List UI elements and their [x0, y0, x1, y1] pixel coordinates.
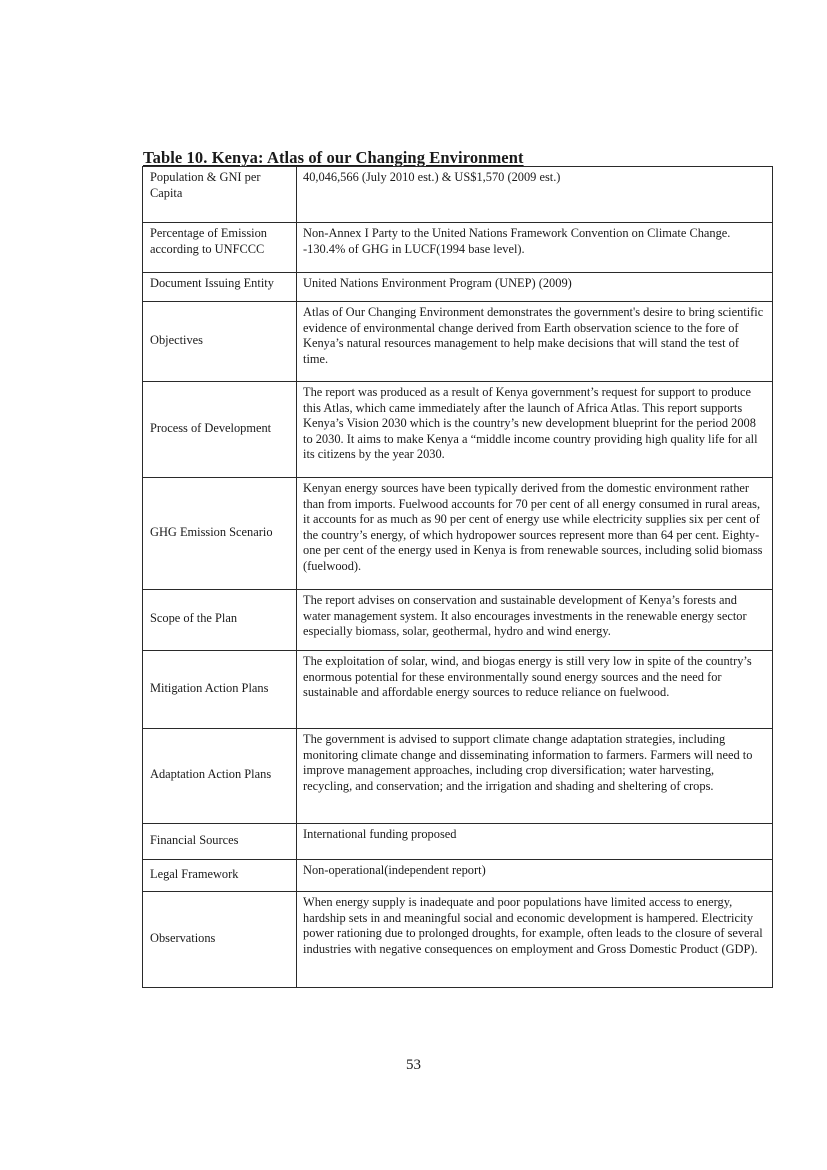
page-number: 53: [406, 1057, 421, 1073]
row-value-process-of-development: The report was produced as a result of Kenya government’s request for support to produce this Atlas, which came immediately after the launch of Africa Atlas. This report supports Kenya’s Vision 2030 which is the country’s new development blueprint for the period 2008 to 2030. It aims to make Kenya a “middle income country providing high quality life for all its citizens by the year 2030.: [297, 382, 773, 478]
row-label-financial-sources: Financial Sources: [143, 824, 297, 860]
row-value-financial-sources: International funding proposed: [297, 824, 773, 860]
table-row: [143, 478, 773, 590]
table-title: Table 10. Kenya: Atlas of our Changing Environment: [143, 148, 524, 167]
table-row: [143, 167, 773, 223]
row-value-legal-framework: Non-operational(independent report): [297, 860, 773, 892]
table-row: [143, 860, 773, 892]
table-row: [143, 590, 773, 651]
row-value-emission-percentage: Non-Annex I Party to the United Nations Framework Convention on Climate Change. -130.4% of GHG in LUCF(1994 base level).: [297, 223, 773, 273]
row-label-adaptation-action-plans: Adaptation Action Plans: [143, 729, 297, 824]
row-label-issuing-entity: Document Issuing Entity: [143, 273, 297, 302]
row-value-mitigation-action-plans: The exploitation of solar, wind, and biogas energy is still very low in spite of the country’s enormous potential for these environmentally sound energy sources and the need for sustainable and affordable energy sources to reduce reliance on fuelwood.: [297, 651, 773, 729]
row-label-mitigation-action-plans: Mitigation Action Plans: [143, 651, 297, 729]
row-value-issuing-entity: United Nations Environment Program (UNEP) (2009): [297, 273, 773, 302]
table-row: [143, 651, 773, 729]
table-row: [143, 223, 773, 273]
row-label-emission-percentage: Percentage of Emission according to UNFCCC: [143, 223, 297, 273]
table-row: [143, 302, 773, 382]
table-row: [143, 824, 773, 860]
table-row: [143, 892, 773, 988]
row-value-objectives: Atlas of Our Changing Environment demonstrates the government's desire to bring scientific evidence of environmental change derived from Earth observation science to the fore of Kenya’s natural resources management to help make decisions that will stand the test of time.: [297, 302, 773, 382]
row-label-process-of-development: Process of Development: [143, 382, 297, 478]
table-row: [143, 273, 773, 302]
row-value-observations: When energy supply is inadequate and poor populations have limited access to energy, hardship sets in and meaningful social and economic development is hampered. Electricity power rationing due to prolonged droughts, for example, often leads to the closure of several industries with negative consequences on employment and Gross Domestic Product (GDP).: [297, 892, 773, 988]
kenya-atlas-table: [142, 166, 773, 988]
row-label-observations: Observations: [143, 892, 297, 988]
table-row: [143, 382, 773, 478]
row-value-population-gni: 40,046,566 (July 2010 est.) & US$1,570 (2009 est.): [297, 167, 773, 223]
row-label-scope-of-plan: Scope of the Plan: [143, 590, 297, 651]
table-row: [143, 729, 773, 824]
row-value-adaptation-action-plans: The government is advised to support climate change adaptation strategies, including monitoring climate change and disseminating information to farmers. Farmers will need to improve management approaches, including crop diversification; water harvesting, recycling, and conservation; and the irrigation and shading and sheltering of crops.: [297, 729, 773, 824]
row-label-population-gni: Population & GNI per Capita: [143, 167, 297, 223]
row-label-ghg-emission-scenario: GHG Emission Scenario: [143, 478, 297, 590]
row-value-scope-of-plan: The report advises on conservation and sustainable development of Kenya’s forests and water management system. It also encourages investments in the renewable energy sector especially biomass, solar, geothermal, hydro and wind energy.: [297, 590, 773, 651]
row-label-objectives: Objectives: [143, 302, 297, 382]
row-value-ghg-emission-scenario: Kenyan energy sources have been typically derived from the domestic environment rather than from imports. Fuelwood accounts for 70 per cent of all energy consumed in rural areas, it accounts for as much as 90 per cent of energy use while electricity supplies six per cent of the country’s energy, of which hydropower sources represent more than 64 per cent. Eighty-one per cent of the energy used in Kenya is from renewable sources, including solid biomass (fuelwood).: [297, 478, 773, 590]
row-label-legal-framework: Legal Framework: [143, 860, 297, 892]
